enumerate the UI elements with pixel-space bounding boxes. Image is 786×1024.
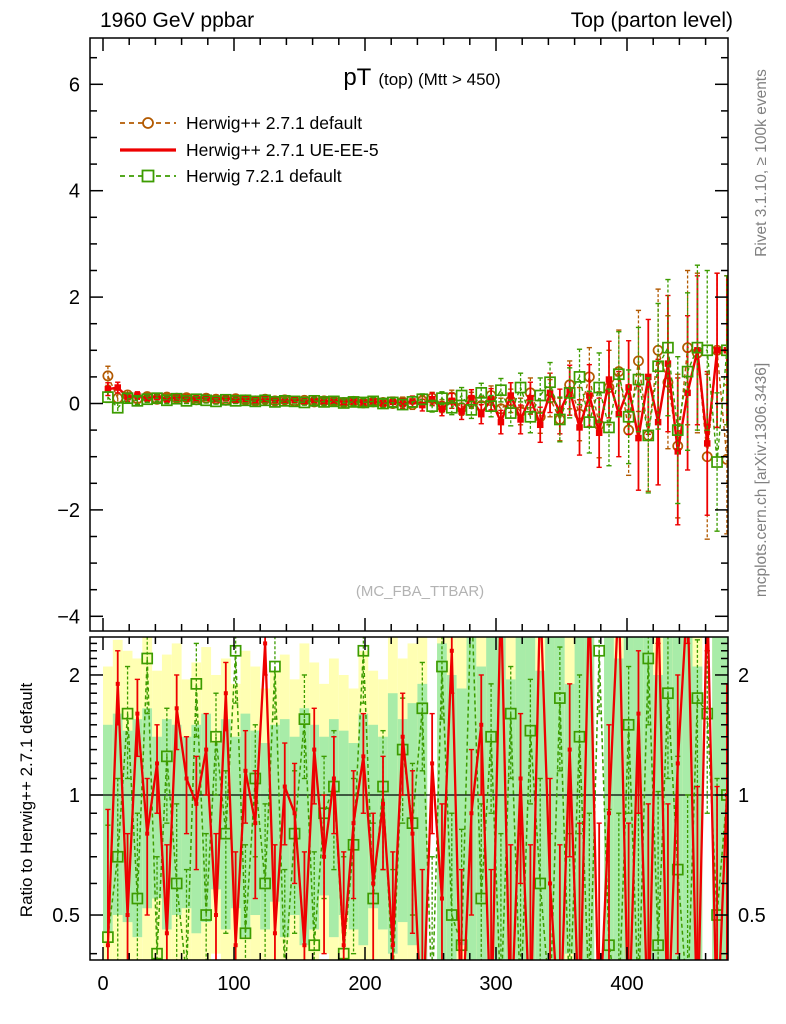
ratio-y-tick-label: 2 [68, 664, 80, 687]
ratio-ueee5-marker [705, 592, 709, 596]
ratio-ueee5-marker [293, 811, 297, 815]
ratio-ueee5-marker [263, 641, 267, 645]
legend-label-herwig271-ueee5: Herwig++ 2.7.1 UE-EE-5 [186, 140, 379, 160]
x-tick-label: 400 [610, 973, 644, 995]
ratio-ueee5-marker [656, 592, 660, 596]
legend-label-herwig721-default: Herwig 7.2.1 default [186, 166, 342, 186]
ratio-ueee5-marker [194, 802, 198, 806]
plot-title-main: pT [343, 64, 372, 91]
header-beam-energy: 1960 GeV ppbar [100, 9, 255, 32]
ratio-axis-label: Ratio to Herwig++ 2.7.1 default [17, 682, 36, 918]
ratio-ueee5-marker [391, 943, 395, 947]
main-y-tick-label: 4 [68, 180, 80, 203]
open-circle-icon [143, 118, 153, 128]
herwig271-ueee5-marker [714, 347, 721, 354]
ratio-herwig721-marker [182, 972, 192, 982]
ratio-ueee5-marker [617, 592, 621, 596]
x-tick-label: 100 [217, 973, 251, 995]
header-analysis: Top (parton level) [570, 9, 733, 32]
ratio-ueee5-marker [587, 592, 591, 596]
ratio-ueee5-marker [686, 592, 690, 596]
ratio-ueee5-marker [636, 712, 640, 716]
ratio-ueee5-marker [234, 943, 238, 947]
main-series-layer [103, 265, 732, 539]
ratio-herwig721-marker [584, 998, 594, 1008]
ratio-ueee5-marker [352, 821, 356, 825]
ratio-herwig721-marker [496, 998, 506, 1008]
herwig271-ueee5-marker [507, 392, 514, 399]
x-tick-label: 0 [97, 973, 109, 995]
ratio-herwig721-marker [614, 998, 624, 1008]
herwig271-ueee5-marker [635, 435, 642, 442]
ratio-ueee5-marker [224, 691, 228, 695]
ratio-ueee5-marker [322, 855, 326, 859]
main-y-tick-label: 0 [68, 393, 80, 416]
ratio-ueee5-marker [607, 811, 611, 815]
legend-marker-herwig271-default [120, 118, 176, 128]
ratio-y-tick-label: 0.5 [52, 905, 80, 928]
herwig271-ueee5-marker [704, 440, 711, 447]
ratio-ueee5-marker [135, 712, 139, 716]
ratio-ueee5-marker [243, 769, 247, 773]
legend-label-herwig271-default: Herwig++ 2.7.1 default [186, 113, 363, 133]
ratio-herwig721-marker [280, 972, 290, 982]
ratio-ueee5-marker [371, 881, 375, 885]
ratio-ueee5-marker [332, 776, 336, 780]
herwig271-ueee5-marker [537, 422, 544, 429]
ratio-ueee5-marker [381, 802, 385, 806]
ratio-ueee5-marker [312, 748, 316, 752]
ratio-herwig721-marker [565, 998, 575, 1008]
ratio-ueee5-marker [361, 754, 365, 758]
herwig271-ueee5-marker [458, 408, 465, 415]
herwig271-ueee5-marker [498, 419, 505, 426]
ratio-ueee5-marker [253, 821, 257, 825]
plot-title-sub: (top) (Mtt > 450) [378, 70, 501, 89]
ratio-ueee5-marker [145, 832, 149, 836]
open-square-icon [143, 171, 154, 182]
ratio-herwig721-marker [427, 998, 437, 1008]
ratio-y-tick-label: 1 [68, 785, 80, 807]
ratio-ueee5-marker [185, 776, 189, 780]
ratio-ueee5-marker [283, 785, 287, 789]
ratio-ueee5-marker [548, 881, 552, 885]
ratio-ueee5-marker [273, 931, 277, 935]
ratio-herwig721-marker [516, 998, 526, 1008]
ratio-ueee5-marker [175, 706, 179, 710]
ratio-ueee5-marker [676, 761, 680, 765]
ratio-ueee5-marker [342, 943, 346, 947]
ratio-ueee5-marker [116, 682, 120, 686]
ratio-ueee5-marker [519, 776, 523, 780]
ratio-ueee5-marker [155, 761, 159, 765]
ratio-ueee5-marker [450, 649, 454, 653]
ratio-herwig721-marker [683, 998, 693, 1008]
main-y-tick-label: −4 [57, 606, 80, 629]
herwig271-ueee5-marker [439, 406, 446, 413]
rivet-version-caption: Rivet 3.1.10, ≥ 100k events [753, 69, 770, 257]
herwig271-ueee5-marker [468, 395, 475, 402]
ratio-ueee5-marker [106, 943, 110, 947]
main-y-tick-label: −2 [57, 499, 80, 522]
ratio-ueee5-marker [165, 931, 169, 935]
x-tick-label: 200 [348, 973, 382, 995]
ratio-herwig721-marker [545, 998, 555, 1008]
main-y-tick-label: 2 [68, 287, 80, 310]
plot-title [343, 64, 500, 91]
ratio-herwig721-marker [388, 972, 398, 982]
ratio-ueee5-marker [410, 832, 414, 836]
ratio-ueee5-marker [214, 913, 218, 917]
ratio-ueee5-marker [401, 735, 405, 739]
ratio-y-tick-label-right: 0.5 [738, 905, 766, 928]
ratio-herwig721-marker [633, 998, 643, 1008]
ratio-ueee5-marker [469, 811, 473, 815]
herwig271-ueee5-marker [596, 430, 603, 437]
herwig271-ueee5-marker [478, 411, 485, 418]
ratio-ueee5-marker [479, 723, 483, 727]
ratio-ueee5-marker [568, 748, 572, 752]
mcplots-arxiv-caption: mcplots.cern.ch [arXiv:1306.3436] [753, 362, 770, 598]
ratio-y-tick-label-right: 1 [738, 785, 750, 807]
herwig271-ueee5-marker [606, 376, 613, 383]
main-y-tick-label: 6 [68, 74, 80, 97]
legend [120, 113, 379, 186]
analysis-watermark: (MC_FBA_TTBAR) [355, 583, 485, 600]
x-tick-label: 300 [479, 973, 513, 995]
ratio-ueee5-marker [440, 897, 444, 901]
ratio-ueee5-marker [430, 761, 434, 765]
ratio-ueee5-marker [204, 748, 208, 752]
herwig271-ueee5-marker [576, 424, 583, 431]
ratio-ueee5-marker [302, 943, 306, 947]
ratio-ueee5-marker [126, 913, 130, 917]
ratio-y-tick-label-right: 2 [738, 664, 750, 687]
legend-marker-herwig721-default [120, 171, 176, 182]
ratio-ueee5-marker [538, 592, 542, 596]
herwig271-ueee5-marker [114, 384, 121, 391]
herwig271-ueee5-marker [517, 416, 524, 423]
ratio-ueee5-marker [499, 592, 503, 596]
